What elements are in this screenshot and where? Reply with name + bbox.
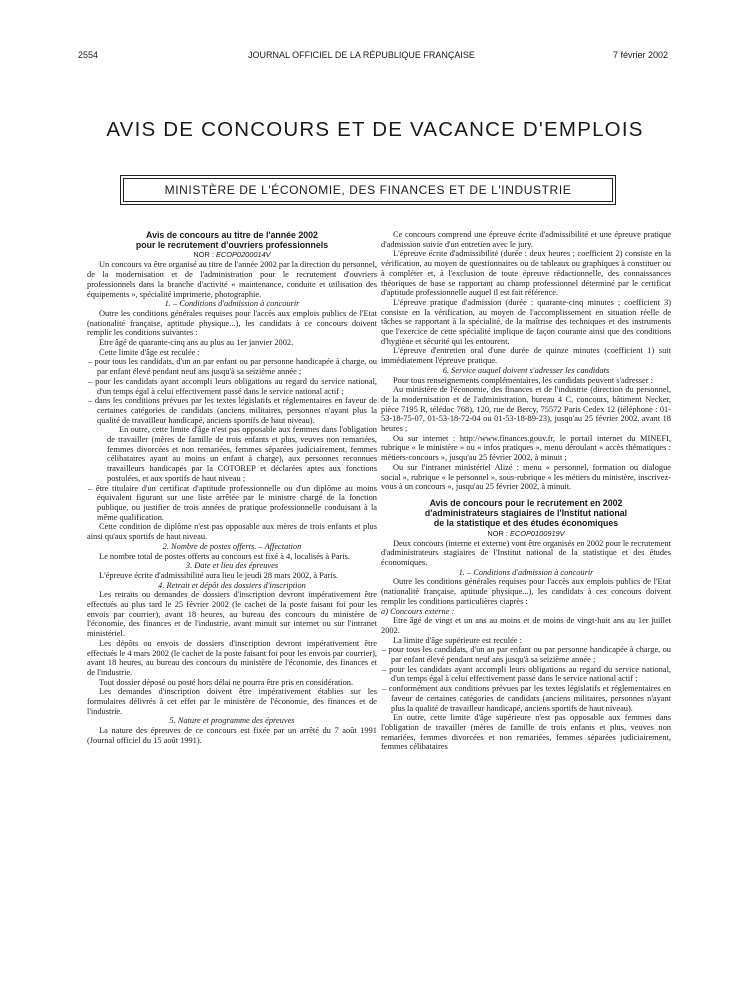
nor-reference [87,250,377,260]
list-item: – pour tous les candidats, d'un an par enfant ou par personne handicapée à charge, ou par enfant élevé pendant neuf ans jusqu'à sa seizième année ; [382,645,671,665]
notice-heading: pour le recrutement d'ouvriers professionnels [135,240,329,251]
section-title: 3. Date et lieu des épreuves [185,561,279,571]
paragraph: L'épreuve écrite d'admissibilité aura lieu le jeudi 28 mars 2002, à Paris. [99,570,339,580]
page-number: 2554 [78,50,99,60]
list-item: – être titulaire d'un certificat d'aptitude professionnelle ou d'un diplôme au moins équivalent figurant sur une liste arrêtée par le ministre chargé de la fonction publique, ou justifier de trois années de pratique professionnelle conduisant à la même qualification. [88,483,377,522]
list-item: – pour les candidats ayant accompli leurs obligations au regard du service national, d'un temps égal à celui effectivement passé dans le service national actif ; [88,376,377,396]
list-item: – dans les conditions prévues par les textes législatifs et réglementaires en faveur de certaines catégories de candidats (anciens militaires, personnes n'ayant plus la qualité de travailleur handicapé, anciens sportifs de haut niveau). [88,396,377,425]
paragraph: Ce concours comprend une épreuve écrite d'admissibilité et une épreuve pratique d'admission suivie d'un entretien avec le jury. [381,230,671,249]
journal-name: JOURNAL OFFICIEL DE LA RÉPUBLIQUE FRANÇAISE [248,50,475,60]
paragraph: En outre, cette limite d'âge supérieure n'est pas opposable aux femmes dans l'obligation de travailler (mères de famille de trois enfants et plus, veuves non remariées, femmes divorcées et non remariées, femmes séparées judiciairement, femmes célibataires [381,713,671,752]
list-item: – conformément aux conditions prévues par les textes législatifs et réglementaires en faveur de certaines catégories de candidats (anciens militaires, personnes n'ayant plus la qualité de travailleur handicapé, anciens sportifs de haut niveau). [382,684,671,713]
paragraph: Etre âgé de vingt et un ans au moins et de moins de vingt-huit ans au 1er juillet 2002. [381,616,671,635]
paragraph: La limite d'âge supérieure est reculée : [393,635,522,645]
paragraph: L'épreuve écrite d'admissibilité (durée : deux heures ; coefficient 2) consiste en la vérification, au moyen de questionnaires ou de tableaux ou graphiques à constituer ou à compléter et, à l'exclusion de toute épreuve rédactionnelle, des connaissances théoriques de base se rapportant au champ professionnel déterminé par le certificat d'aptitude professionnelle auquel il est fait référence. [381,249,671,298]
list-item: – pour les candidats ayant accompli leurs obligations au regard du service national, d'un temps égal à celui effectivement passé dans le service national actif ; [382,664,671,684]
notice-heading: Avis de concours pour le recrutement en 2002 [429,497,623,508]
notice-heading: Avis de concours au titre de l'année 2002 [146,230,318,240]
paragraph: En outre, cette limite d'âge n'est pas opposable aux femmes dans l'obligation de travailler (mères de famille de trois enfants et plus, veuves non remariées, femmes divorcées et non remariées, femmes séparées judiciairement, femmes célibataires ayant au moins un enfant à charge), aux personnes reconnues travailleurs handicapés par la COTOREP et déclarées aptes aux fonctions postulées, et aux sportifs de haut niveau ; [107,425,377,483]
paragraph: Pour tous renseignements complémentaires, les candidats peuvent s'adresser : [393,375,653,385]
section-title: 5. Nature et programme des épreuves [169,716,295,726]
section-title: 1. – Conditions d'admission à concourir [164,299,300,309]
ministry-banner [120,175,616,205]
page-header [78,50,668,64]
paragraph: Ou sur internet : http://www.finances.gouv.fr, le portail internet du MINEFI, rubrique « le ministère » ou « infos pratiques », menu déroulant « accès thématiques : métiers-concours », jusqu'au 25 février 2002, à minuit ; [381,433,671,463]
section-title: 2. Nombre de postes offerts. – Affectation [162,541,302,551]
paragraph: Outre les conditions générales requises pour l'accès aux emplois publics de l'Etat (nationalité française, aptitude physique...), les candidats à ces concours doivent remplir les conditions particulières ciaprès : [381,577,671,606]
paragraph: Les retraits ou demandes de dossiers d'inscription devront impérativement être effectués au plus tard le 25 février 2002 (le cachet de la poste faisant foi pour les envois par courrier), avant 18 heures, au bureau des concours du ministère de l'économie, des finances et de l'industrie, avant minuit sur internet ou sur l'intranet ministériel. [87,590,377,639]
nor-reference [381,529,671,539]
paragraph: Le nombre total de postes offerts au concours est fixé à 4, localisés à Paris. [99,551,351,561]
paragraph: Tout dossier déposé ou posté hors délai ne pourra être pris en considération. [99,677,354,687]
section-title: 6. Service auquel doivent s'adresser les candidats [442,365,610,375]
paragraph: Un concours va être organisé au titre de l'année 2002 par la direction du personnel, de la modernisation et de l'administration pour le recrutement d'ouvriers professionnels dans la branche d'activité « maintenance, conduite et utilisation des équipements », spécialité imprimerie, photographie. [87,260,377,299]
nor-code: ECOP0200014V [215,250,271,260]
section-title: 4. Retrait et dépôt des dossiers d'inscription [158,580,306,590]
paragraph: Deux concours (interne et externe) vont être organisés en 2002 pour le recrutement d'administrateurs stagiaires de l'Institut national de la statistique et des études économiques. [381,538,671,567]
section-title: 1. – Conditions d'admission à concourir [458,567,594,577]
paragraph: Cette condition de diplôme n'est pas opposable aux mères de trois enfants et plus ainsi qu'aux sportifs de haut niveau. [87,522,377,542]
nor-code: ECOP0100919V [509,528,565,538]
notice-heading: d'administrateurs stagiaires de l'Institut national [424,508,628,519]
nor-label: NOR : [487,528,510,538]
notice-heading: de la statistique et des études économiques [433,518,619,529]
paragraph: Etre âgé de quarante-cinq ans au plus au 1er janvier 2002. [99,338,294,348]
page-title: AVIS DE CONCOURS ET DE VACANCE D'EMPLOIS [106,118,644,141]
paragraph: Au ministère de l'économie, des finances et de l'industrie (direction du personnel, de la modernisation et de l'administration, bureau 4 C, concours, bâtiment Necker, pièce 7195 R, télédoc 768), 120, rue de Bercy, 75572 Paris Cedex 12 (téléphone : 01-53-18-75-07, 01-53-18-72-04 ou 01-53-18-89-23), jusqu'au 25 février 2002, avant 18 heures ; [381,385,671,434]
ministry-name: MINISTÈRE DE L'ÉCONOMIE, DES FINANCES ET DE L'INDUSTRIE [164,183,572,197]
paragraph: Outre les conditions générales requises pour l'accès aux emplois publics de l'Etat (nationalité française, aptitude physique...), les candidats à ce concours doivent remplir les conditions suivantes : [87,308,377,338]
subsection-label: a) Concours externe : [381,606,455,616]
paragraph: L'épreuve pratique d'admission (durée : quarante-cinq minutes ; coefficient 3) consiste en la vérification, au moyen de l'accomplissement en situation réelle de tâches se rapportant à la spécialité, de la maîtrise des techniques et des instruments que l'exercice de cette spécialité implique de façon courante ainsi que des conditions d'hygiène et sécurité qui les entourent. [381,297,671,346]
issue-date: 7 février 2002 [612,50,668,60]
paragraph: L'épreuve d'entretien oral d'une durée de quinze minutes (coefficient 1) suit immédiatement l'épreuve pratique. [381,346,671,366]
nor-label: NOR : [193,250,216,260]
right-column [381,230,671,980]
paragraph: La nature des épreuves de ce concours est fixée par un arrêté du 7 août 1991 (Journal officiel du 15 août 1991). [87,726,377,745]
paragraph: Cette limite d'âge est reculée : [99,347,200,357]
paragraph: Les demandes d'inscription doivent être impérativement établies sur les formulaires délivrés à cet effet par le ministère de l'économie, des finances et de l'industrie. [87,687,377,716]
paragraph: Ou sur l'intranet ministériel Alizé : menu « personnel, formation ou dialogue social », rubrique « le personnel », sous-rubrique « les métiers du ministère, inscrivez-vous à un concours », jusqu'au 25 février 2002, à minuit. [381,462,671,492]
paragraph: Les dépôts ou envois de dossiers d'inscription devront impérativement être effectués le 4 mars 2002 (le cachet de la poste faisant foi pour les envois par courrier), avant 18 heures, au bureau des concours du ministère de l'économie, des finances et de l'industrie. [87,638,377,677]
list-item: – pour tous les candidats, d'un an par enfant ou par personne handicapée à charge, ou par enfant élevé pendant neuf ans jusqu'à sa seizième année ; [88,357,377,377]
left-column [87,230,377,980]
